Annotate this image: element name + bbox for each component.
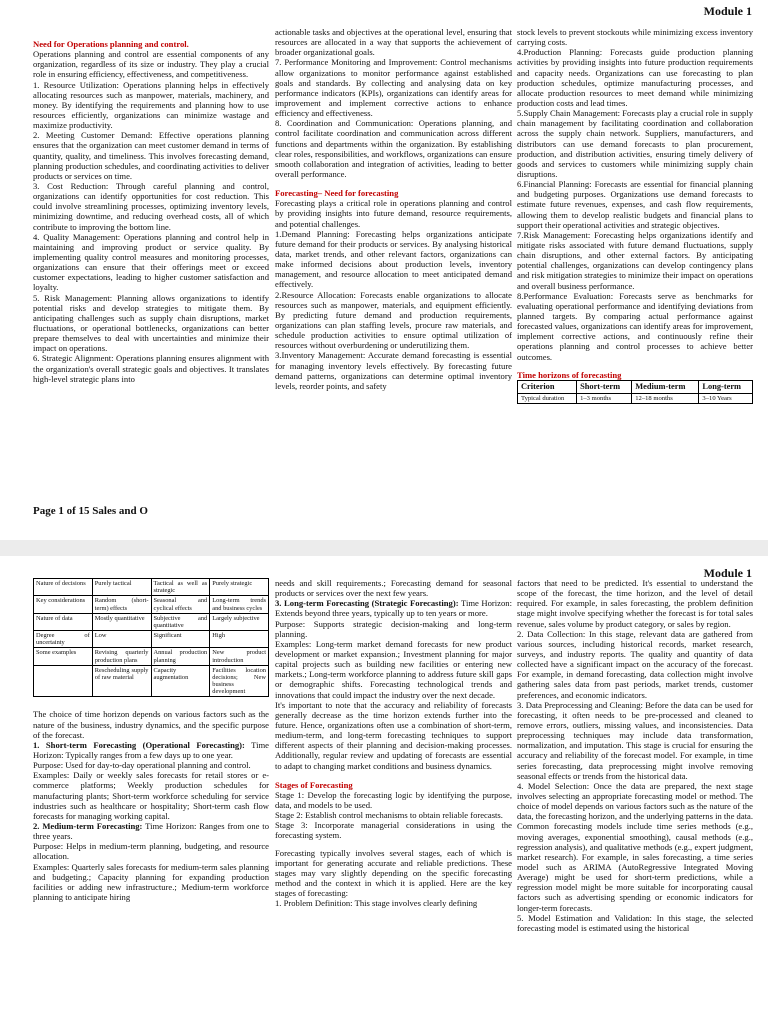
- table-header-cell: Short-term: [577, 380, 632, 393]
- table-cell: Degree of uncertainty: [34, 631, 93, 648]
- table-row: [34, 613, 269, 630]
- section-heading: Time horizons of forecasting: [517, 369, 622, 380]
- table-row: [34, 579, 269, 596]
- table-cell: High: [210, 631, 269, 648]
- paragraph-text: Time Horizon: Typically ranges from a few days up to one year.: [33, 739, 270, 760]
- section-heading: Need for Operations planning and control.: [33, 39, 189, 49]
- table-cell: Annual production planning: [151, 648, 210, 665]
- paragraph: 3. Cost Reduction: Through careful planning and control, organizations can identify opportunities for cost reduction. This could involve streamlining processes, optimizing inventory levels, minimizing downtime, and reducing overhead costs, all of which contribute to improving the bottom line.: [33, 180, 269, 232]
- subheading: 1. Short-term Forecasting (Operational Forecasting):: [33, 739, 245, 750]
- table-row: [518, 393, 753, 404]
- paragraph: actionable tasks and objectives at the operational level, ensuring that resources are allocated in a way that supports the achievement of broader organizational goals.: [275, 27, 512, 58]
- paragraph: stock levels to prevent stockouts while minimizing excess inventory carrying costs.: [517, 27, 753, 48]
- paragraph: 5. Risk Management: Planning allows organizations to identify potential risks and develop strategies to mitigate them. By anticipating challenges such as supply chain disruptions, market fluctuations, or operational bottlenecks, organizations can better prepare themselves to deal with uncertainties and minimize their impact on operations.: [33, 292, 269, 354]
- table-cell: Capacity augmentation: [151, 665, 210, 697]
- paragraph-text: Time Horizon: Extends beyond three years, typically up to ten years or more.: [275, 598, 512, 619]
- table-cell: 3–10 Years: [699, 393, 753, 404]
- paragraph: [33, 740, 269, 760]
- page-header: Module 1: [703, 566, 752, 580]
- table-cell: Rescheduling supply of raw material: [92, 665, 151, 697]
- paragraph: 7.Risk Management: Forecasting helps organizations identify and mitigate risks associated with future demand fluctuations, supply chain disruptions, and other external factors. By anticipating potential challenges, organizations can develop contingency plans and risk mitigation strategies to minimize their impact on operations and overall business performance.: [517, 229, 753, 291]
- table-cell: Purely strategic: [210, 579, 269, 596]
- table-row: [34, 665, 269, 697]
- table-header-cell: Long-term: [699, 380, 753, 393]
- section-heading: Forecasting– Need for forecasting: [275, 188, 399, 199]
- table-cell: Nature of decisions: [34, 579, 93, 596]
- paragraph: 8.Performance Evaluation: Forecasts serve as benchmarks for evaluating operational performance and identifying deviations from planned targets. By comparing actual performance against forecasted values, organizations can identify areas for improvement, implement corrective actions, and continuously refine their operations planning and control processes to achieve better outcomes.: [517, 290, 753, 362]
- table-row: [34, 596, 269, 613]
- paragraph: 1. Problem Definition: This stage involves clearly defining: [275, 898, 478, 909]
- paragraph: factors that need to be predicted. It's essential to understand the scope of the forecast, the time horizon, and the level of detail required. For example, in sales forecasting, the problem definition stage might involve specifying whether the forecast is for total sales revenue, sales volume by product category, or sales by region.: [517, 578, 753, 629]
- subheading: 3. Long-term Forecasting (Strategic Forecasting):: [275, 598, 459, 609]
- paragraph: [33, 821, 269, 841]
- paragraph: 5. Model Estimation and Validation: In this stage, the selected forecasting model is estimated using the historical: [517, 912, 753, 933]
- paragraph: It's important to note that the accuracy and reliability of forecasts generally decrease as the time horizon extends further into the future. Hence, organizations often use a combination of short-term, medium-term, and long-term forecasting techniques to support different aspects of their planning and decision-making processes. Additionally, regular review and updating of forecasts are essential to adapt to changing market conditions and business dynamics.: [275, 699, 512, 771]
- paragraph: Operations planning and control are essential components of any organization, regardless of its size or industry. They play a crucial role in ensuring efficiency, effectiveness, and competitiveness.: [33, 49, 269, 80]
- table-cell: Long-term trends and business cycles: [210, 596, 269, 613]
- column-3: [517, 27, 753, 404]
- table-cell: Random (short-term) effects: [92, 596, 151, 613]
- paragraph: Purpose: Helps in medium-term planning, budgeting, and resource allocation.: [33, 841, 269, 862]
- table-cell: New product introduction: [210, 648, 269, 665]
- table-header-cell: Medium-term: [632, 380, 699, 393]
- table-cell: 12–18 months: [632, 393, 699, 404]
- table-cell: 1–3 months: [577, 393, 632, 404]
- paragraph: 1.Demand Planning: Forecasting helps organizations anticipate future demand for their products or services. By analysing historical data, market trends, and other relevant factors, organizations can make informed decisions about production levels, inventory management, and resource allocation to meet anticipated demand effectively.: [275, 228, 512, 290]
- paragraph: Purpose: Used for day-to-day operational planning and control.: [33, 760, 251, 771]
- forecast-horizon-table: [33, 578, 269, 697]
- paragraph-text: Time Horizon: Ranges from one to three years.: [33, 820, 269, 842]
- table-cell: Nature of data: [34, 613, 93, 630]
- paragraph: 3.Inventory Management: Accurate demand forecasting is essential for managing inventory levels effectively. By forecasting future demand patterns, organizations can determine optimal inventory levels, reorder points, and safety: [275, 350, 512, 391]
- paragraph: 3. Data Preprocessing and Cleaning: Before the data can be used for forecasting, it often needs to be pre-processed and cleaned to remove errors, outliers, missing values, and inconsistencies. Data preprocessing techniques may include data transformation, normalization, and imputation. This stage is crucial for ensuring the accuracy and reliability of the forecast model. For example, in time series forecasting, data preprocessing might involve removing seasonal effects or trends from the historical data.: [517, 699, 753, 781]
- paragraph: The choice of time horizon depends on various factors such as the nature of the business, industry dynamics, and the specific purpose of the forecast.: [33, 709, 269, 740]
- paragraph: 8. Coordination and Communication: Operations planning, and control facilitate coordination and communication across different functions and departments within the organization. By establishing clear roles, responsibilities, and workflows, organizations can ensure smooth collaboration and integration of activities, leading to better overall performance.: [275, 118, 512, 179]
- column-2: [275, 578, 512, 908]
- paragraph: Examples: Long-term market demand forecasts for new product development or market expansion.; Investment planning for major capital projects such as building new facilities or entering new markets.; Long-term workforce planning to address future skill gaps or demographic shifts. Forecasting technological trends and innovations that could impact the industry over the next decade.: [275, 638, 512, 700]
- section-heading: Stages of Forecasting: [275, 779, 353, 790]
- table-cell: Typical duration: [518, 393, 577, 404]
- time-horizons-table: [517, 380, 753, 405]
- paragraph: Forecasting plays a critical role in operations planning and control by providing insights into future demand, resource requirements, and potential challenges.: [275, 198, 512, 229]
- paragraph: Stage 1: Develop the forecasting logic by identifying the purpose, data, and models to be used.: [275, 789, 512, 810]
- paragraph: [275, 598, 512, 618]
- table-cell: Significant: [151, 631, 210, 648]
- paragraph: Stage 3: Incorporate managerial considerations in using the forecasting system.: [275, 820, 512, 841]
- paragraph: 1. Resource Utilization: Operations planning helps in effectively allocating resources such as manpower, materials, machinery, and money. By identifying the requirements and planning how to use resources efficiently, organizations can minimize wastage and maximize productivity.: [33, 79, 269, 131]
- column-1: [33, 578, 269, 902]
- table-cell: Seasonal and cyclical effects: [151, 596, 210, 613]
- paragraph: 4. Quality Management: Operations planning and control help in maintaining and improving product or service quality. By implementing quality control measures and monitoring processes, organizations can ensure that their offerings meet or exceed customer expectations, leading to higher customer satisfaction and loyalty.: [33, 231, 269, 293]
- table-cell: Mostly quantitative: [92, 613, 151, 630]
- paragraph: 5.Supply Chain Management: Forecasts play a crucial role in supply chain management by facilitating coordination and collaboration across the supply chain network. Suppliers, manufacturers, and distributors can use demand forecasts to plan procurement, production, and distribution activities, ensuring timely delivery of goods and services to customers while minimizing supply chain disruptions.: [517, 108, 753, 179]
- paragraph: needs and skill requirements.; Forecasting demand for seasonal products or services over the next few years.: [275, 578, 512, 599]
- table-cell: Tactical as well as strategic: [151, 579, 210, 596]
- page-footer: Page 1 of 15 Sales and O: [33, 505, 148, 517]
- paragraph: 6. Strategic Alignment: Operations planning ensures alignment with the organization's overall strategic goals and objectives. It translates high-level strategic plans into: [33, 353, 269, 384]
- page-header: Module 1: [703, 4, 752, 18]
- table-cell: Largely subjective: [210, 613, 269, 630]
- paragraph: 4.Production Planning: Forecasts guide production planning activities by providing insights into future production requirements and capacity needs. Organizations can use forecasting to plan production schedules, optimize manufacturing processes, and allocate production resources to meet demand while minimizing production costs and lead times.: [517, 47, 753, 108]
- page-2: [0, 556, 768, 1024]
- table-row: [34, 648, 269, 665]
- paragraph: Forecasting typically involves several stages, each of which is important for generating accurate and reliable predictions. These stages may vary slightly depending on the specific forecasting method and the context in which it is applied. Here are the key stages of forecasting:: [275, 847, 512, 899]
- table-cell: Some examples: [34, 648, 93, 665]
- table-header-row: [518, 380, 753, 393]
- paragraph: 2. Data Collection: In this stage, relevant data are gathered from various sources, including historical records, market research, surveys, and industry reports. The quality and quantity of data collected have a significant impact on the accuracy of the forecast. For example, in demand forecasting, data collection might involve gathering sales data from past periods, market trends, customer preferences, and economic indicators.: [517, 628, 753, 700]
- column-1: [33, 39, 269, 384]
- paragraph: Purpose: Supports strategic decision-making and long-term planning.: [275, 618, 512, 639]
- paragraph: 4. Model Selection: Once the data are prepared, the next stage involves selecting an appropriate forecasting model or method. The choice of model depends on various factors such as the nature of the data, the forecasting horizon, and the underlying patterns in the data. Common forecasting models include time series methods (e.g., moving averages, exponential smoothing), causal methods (e.g., regression analysis), and qualitative methods (e.g., expert judgment, market research). For example, in sales forecasting, a time series model such as ARIMA (AutoRegressive Integrated Moving Average) might be used for short-term predictions, while a regression model might be more suitable for incorporating causal factors such as advertising spending or economic indicators for longer-term forecasts.: [517, 780, 754, 913]
- paragraph: 2. Meeting Customer Demand: Effective operations planning ensures that the organization can meet customer demand in terms of quantity, quality, and timeliness. This involves forecasting demand, planning production schedules, and coordinating activities to deliver products or services on time.: [33, 130, 269, 181]
- table-cell: Facilities location decisions; New business development: [210, 665, 269, 697]
- paragraph: 7. Performance Monitoring and Improvement: Control mechanisms allow organizations to monitor performance against established goals and standards. By collecting and analysing data on key performance indicators (KPIs), organizations can identify areas for improvement and implement corrective actions to enhance efficiency and effectiveness.: [275, 57, 512, 119]
- table-cell: Revising quarterly production plans: [92, 648, 151, 665]
- column-2: [275, 27, 512, 391]
- table-cell: Low: [92, 631, 151, 648]
- table-cell: Key considerations: [34, 596, 93, 613]
- paragraph: 2.Resource Allocation: Forecasts enable organizations to allocate resources such as manpower, materials, and equipment efficiently. By predicting future demand and production requirements, organizations can plan staffing levels, procure raw materials, and schedule production activities to ensure optimal utilization of resources without overburdening or underutilizing them.: [275, 289, 512, 351]
- table-cell: Purely tactical: [92, 579, 151, 596]
- column-3: [517, 578, 753, 933]
- subheading: 2. Medium-term Forecasting:: [33, 820, 143, 831]
- paragraph: Examples: Quarterly sales forecasts for medium-term sales planning and budgeting.; Capacity planning for expanding production facilities or adding new infrastructure.; Medium-term workforce planning to anticipate hiring: [33, 861, 269, 902]
- table-cell: [34, 665, 93, 697]
- table-row: [34, 631, 269, 648]
- paragraph: Examples: Daily or weekly sales forecasts for retail stores or e-commerce platforms; Weekly production schedules for manufacturing plants; Short-term workforce scheduling for service industries such as healthcare or hospitality; Short-term cash flow forecasts for managing working capital.: [33, 770, 269, 821]
- paragraph: 6.Financial Planning: Forecasts are essential for financial planning and budgeting purposes. Organizations use demand forecasts to estimate future revenues, expenses, and cash flow requirements, allowing them to develop realistic budgets and financial plans to support their operational activities and strategic objectives.: [517, 179, 753, 230]
- paragraph: Stage 2: Establish control mechanisms to obtain reliable forecasts.: [275, 810, 503, 821]
- table-header-cell: Criterion: [518, 380, 577, 393]
- table-cell: Subjective and quantitative: [151, 613, 210, 630]
